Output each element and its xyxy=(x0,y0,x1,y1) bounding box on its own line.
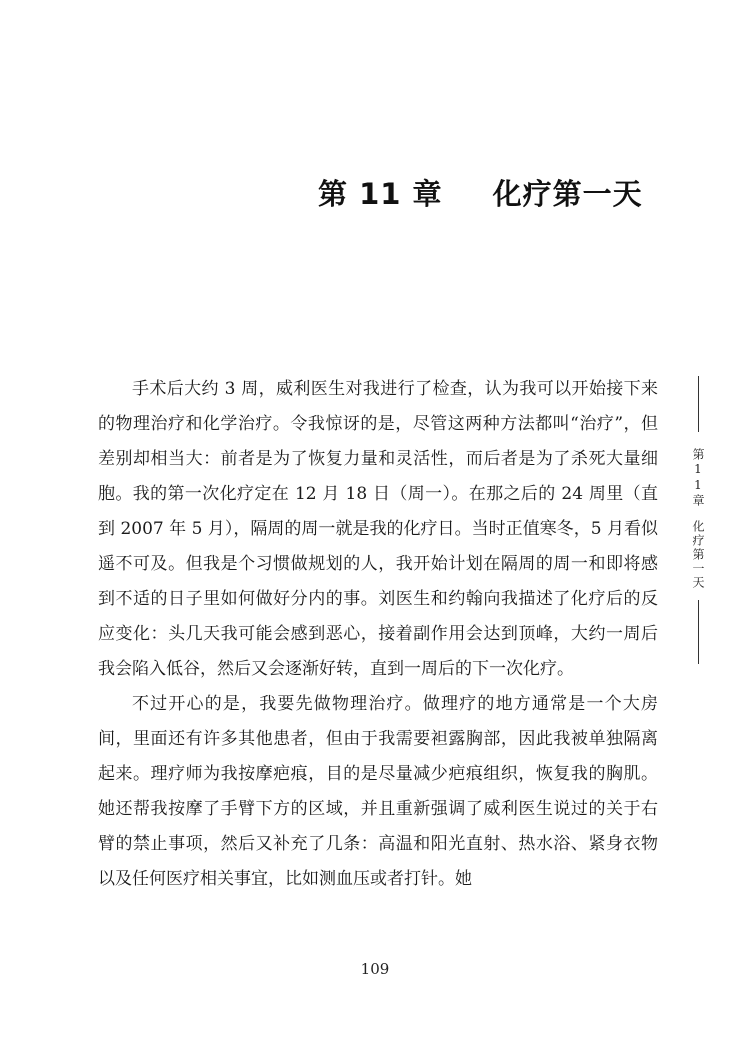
side-chapter-tab xyxy=(688,376,708,664)
body-text xyxy=(98,372,658,897)
page-number: 109 xyxy=(360,960,390,978)
paragraph-1: 手术后大约 3 周，威利医生对我进行了检查，认为我可以开始接下来的物理治疗和化学治疗。令我惊讶的是，尽管这两种方法都叫“治疗”，但差别却相当大：前者是为了恢复力量和灵活性，而后者是为了杀死大量细胞。我的第一次化疗定在 12 月 18 日（周一）。在那之后的 24 周里（直到 2007 年 5 月），隔周的周一就是我的化疗日。当时正值寒冬，5 月看似遥不可及。但我是个习惯做规划的人，我开始计划在隔周的周一和即将感到不适的日子里如何做好分内的事。刘医生和约翰向我描述了化疗后的反应变化：头几天我可能会感到恶心，接着副作用会达到顶峰，大约一周后我会陷入低谷，然后又会逐渐好转，直到一周后的下一次化疗。 xyxy=(98,379,658,679)
side-chapter-title: 化疗第一天 xyxy=(691,520,705,590)
chapter-heading xyxy=(318,172,643,213)
side-chapter-label xyxy=(688,448,708,590)
chapter-title: 化疗第一天 xyxy=(492,177,643,211)
side-chapter-number: 第11章 xyxy=(691,448,705,508)
side-rule-bottom xyxy=(698,600,699,664)
chapter-number: 第 11 章 xyxy=(318,177,443,211)
side-rule-top xyxy=(698,376,699,432)
paragraph-2: 不过开心的是，我要先做物理治疗。做理疗的地方通常是一个大房间，里面还有许多其他患者，但由于我需要袒露胸部，因此我被单独隔离起来。理疗师为我按摩疤痕，目的是尽量减少疤痕组织，恢复我的胸肌。她还帮我按摩了手臂下方的区域，并且重新强调了威利医生说过的关于右臂的禁止事项，然后又补充了几条：高温和阳光直射、热水浴、紧身衣物以及任何医疗相关事宜，比如测血压或者打针。她 xyxy=(98,694,658,889)
